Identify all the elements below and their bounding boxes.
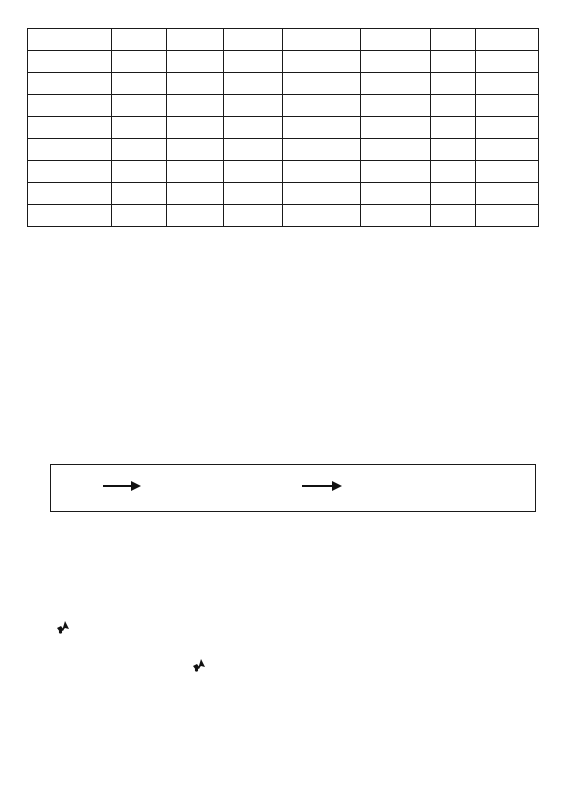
table-cell: [112, 95, 167, 117]
table-cell: [224, 117, 283, 139]
table-row: [28, 51, 539, 73]
table-cell: [431, 73, 476, 95]
table-cell: [224, 51, 283, 73]
table-cell: [112, 117, 167, 139]
table-cell: [112, 139, 167, 161]
table-body: [28, 29, 539, 227]
table-cell: [28, 51, 112, 73]
table-cell: [283, 183, 361, 205]
table-cell: [28, 29, 112, 51]
table-cell: [361, 29, 431, 51]
table-cell: [361, 95, 431, 117]
table-cell: [476, 95, 539, 117]
table-cell: [28, 73, 112, 95]
table-cell: [224, 73, 283, 95]
table-cell: [431, 29, 476, 51]
table-cell: [361, 161, 431, 183]
table-row: [28, 73, 539, 95]
table-cell: [476, 73, 539, 95]
table-row: [28, 29, 539, 51]
table-cell: [431, 205, 476, 227]
table-cell: [167, 139, 224, 161]
table-cell: [283, 29, 361, 51]
table-cell: [167, 205, 224, 227]
table-cell: [224, 183, 283, 205]
table-row: [28, 117, 539, 139]
table-cell: [476, 183, 539, 205]
table-cell: [431, 161, 476, 183]
table-cell: [476, 205, 539, 227]
table-cell: [476, 139, 539, 161]
table-cell: [361, 51, 431, 73]
table-cell: [476, 29, 539, 51]
flow-box: [50, 464, 536, 512]
table-cell: [476, 51, 539, 73]
table-cell: [167, 95, 224, 117]
table-cell: [167, 29, 224, 51]
table-cell: [283, 73, 361, 95]
table-cell: [28, 183, 112, 205]
table-cell: [167, 117, 224, 139]
note-icon: [192, 658, 206, 672]
table-row: [28, 205, 539, 227]
table-cell: [283, 117, 361, 139]
table-cell: [361, 183, 431, 205]
table-cell: [167, 73, 224, 95]
table-cell: [224, 205, 283, 227]
table-row: [28, 95, 539, 117]
table-cell: [224, 95, 283, 117]
table-cell: [283, 51, 361, 73]
table-cell: [112, 73, 167, 95]
table-cell: [28, 205, 112, 227]
table-cell: [224, 139, 283, 161]
table-cell: [112, 51, 167, 73]
data-table: [27, 28, 539, 227]
table-cell: [361, 73, 431, 95]
table-row: [28, 139, 539, 161]
table-cell: [224, 161, 283, 183]
table-cell: [112, 161, 167, 183]
table-cell: [167, 183, 224, 205]
table-cell: [28, 139, 112, 161]
table-cell: [283, 205, 361, 227]
right-arrow-icon: [103, 480, 141, 492]
table-cell: [361, 117, 431, 139]
table-cell: [167, 51, 224, 73]
table-cell: [431, 117, 476, 139]
table-cell: [431, 51, 476, 73]
table-cell: [28, 95, 112, 117]
table-cell: [283, 161, 361, 183]
table-cell: [167, 161, 224, 183]
table-cell: [283, 95, 361, 117]
table-cell: [361, 205, 431, 227]
table-cell: [283, 139, 361, 161]
table-cell: [28, 161, 112, 183]
table-cell: [28, 117, 112, 139]
note-icon: [56, 620, 70, 634]
table-cell: [476, 161, 539, 183]
table-cell: [112, 205, 167, 227]
table-cell: [431, 183, 476, 205]
table-cell: [476, 117, 539, 139]
table-cell: [431, 139, 476, 161]
table-row: [28, 161, 539, 183]
table-cell: [431, 95, 476, 117]
table-cell: [361, 139, 431, 161]
table-row: [28, 183, 539, 205]
table-cell: [112, 29, 167, 51]
table-cell: [112, 183, 167, 205]
right-arrow-icon: [302, 480, 342, 492]
table-cell: [224, 29, 283, 51]
